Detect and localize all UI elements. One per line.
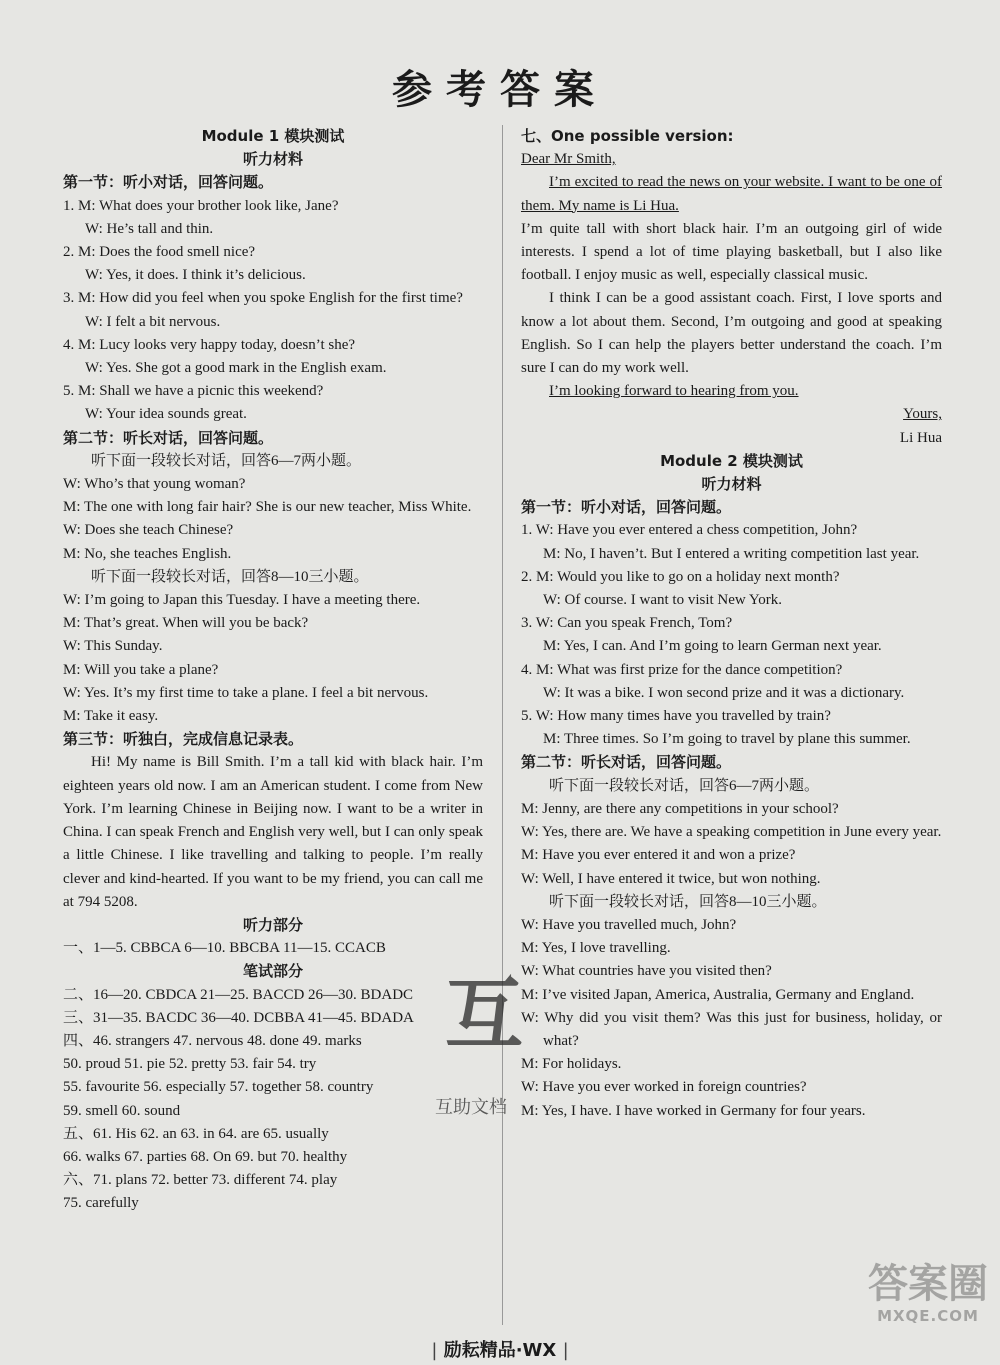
dialogue-reply: W: Of course. I want to visit New York. <box>543 592 782 609</box>
dialogue-reply: M: Yes, I can. And I’m going to learn German next year. <box>543 638 882 655</box>
dialogue-reply: W: It was a bike. I won second prize and it was a dictionary. <box>543 684 905 701</box>
dialogue-line: M: Jenny, are there any competitions in your school? <box>521 800 839 817</box>
signature-name: Li Hua <box>899 429 942 446</box>
section-heading: 第二节：听长对话，回答问题。 <box>63 428 274 447</box>
dialogue-line: W: What countries have you visited then? <box>521 963 772 980</box>
answer-line: 一、1—5. CBBCA 6—10. BBCBA 11—15. CCACB <box>63 940 386 957</box>
section-heading: 第二节：听长对话，回答问题。 <box>521 753 732 772</box>
dialogue-line: W: Why did you visit them? Was this just for business, holiday, or what? <box>521 1009 942 1049</box>
dialogue-line: W: Well, I have entered it twice, but won nothing. <box>521 870 821 887</box>
section-title: 笔试部分 <box>242 962 303 981</box>
dialogue-line: 2. M: Does the food smell nice? <box>63 244 256 261</box>
paragraph: 听下面一段较长对话，回答8—10三小题。 <box>91 568 369 585</box>
dialogue-line: M: Will you take a plane? <box>63 661 219 678</box>
dialogue-reply: W: He’s tall and thin. <box>85 220 214 237</box>
dialogue-line: W: Yes. It’s my first time to take a plane. I feel a bit nervous. <box>63 684 429 701</box>
watermark-url: MXQE.COM <box>877 1307 979 1325</box>
dialogue-line: W: Who’s that young woman? <box>63 476 246 493</box>
section-title: 听力部分 <box>242 915 303 934</box>
dialogue-line: 5. M: Shall we have a picnic this weekend? <box>63 383 324 400</box>
column-divider <box>502 125 503 1325</box>
paragraph: 听下面一段较长对话，回答6—7两小题。 <box>549 777 820 794</box>
answer-line: 五、61. His 62. an 63. in 64. are 65. usually <box>63 1125 329 1142</box>
page-title: 参考答案 <box>392 67 608 113</box>
dialogue-line: M: That’s great. When will you be back? <box>63 615 309 632</box>
answer-line: 二、16—20. CBDCA 21—25. BACCD 26—30. BDADC <box>63 986 414 1003</box>
dialogue-line: W: Does she teach Chinese? <box>63 522 234 539</box>
right-column <box>521 125 942 1123</box>
dialogue-line: 1. M: What does your brother look like, Jane? <box>63 197 339 214</box>
dialogue-line: M: For holidays. <box>521 1056 622 1073</box>
dialogue-line: W: Yes, there are. We have a speaking competition in June every year. <box>521 824 942 841</box>
dialogue-line: 4. M: What was first prize for the dance competition? <box>521 661 843 678</box>
answer-line: 59. smell 60. sound <box>63 1102 181 1119</box>
dialogue-reply: W: I felt a bit nervous. <box>85 313 221 330</box>
dialogue-line: M: I’ve visited Japan, America, Australia, Germany and England. <box>521 986 915 1003</box>
answer-line: 六、71. plans 72. better 73. different 74. play <box>63 1172 338 1189</box>
section-heading: 第一节：听小对话，回答问题。 <box>63 173 274 192</box>
closing-line: I’m looking forward to hearing from you. <box>549 383 799 400</box>
dialogue-line: 1. W: Have you ever entered a chess competition, John? <box>521 522 858 539</box>
footer-brand <box>0 1336 1000 1362</box>
paragraph: Hi! My name is Bill Smith. I’m a tall kid with black hair. I’m eighteen years old now. I am an American student. I come from New York. I’m learning Chinese in Beijing now. I want to be a writer in China. I can speak French and English very well, but I can only speak a little Chinese. I like travelling and talking to people. I’m really clever and kind-hearted. If you want to be my friend, you can call me at 794 5208. <box>63 754 483 910</box>
dialogue-reply: M: No, I haven’t. But I entered a writing competition last year. <box>543 545 920 562</box>
stamp-logo <box>435 970 524 1118</box>
dialogue-line: M: No, she teaches English. <box>63 545 232 562</box>
footer-right-bar: | <box>562 1340 569 1361</box>
section-heading: 第三节：听独白，完成信息记录表。 <box>63 730 304 749</box>
dialogue-reply: M: Three times. So I’m going to travel by plane this summer. <box>543 731 911 748</box>
salutation: Dear Mr Smith, <box>521 151 616 168</box>
dialogue-line: 2. M: Would you like to go on a holiday next month? <box>521 568 840 585</box>
section-heading: 七、One possible version: <box>521 127 734 145</box>
dialogue-line: M: Yes, I have. I have worked in Germany for four years. <box>521 1102 866 1119</box>
answer-line: 50. proud 51. pie 52. pretty 53. fair 54. try <box>63 1056 317 1073</box>
dialogue-line: M: The one with long fair hair? She is our new teacher, Miss White. <box>63 499 472 516</box>
section-heading: 第一节：听小对话，回答问题。 <box>521 498 732 517</box>
left-column <box>63 125 483 1216</box>
dialogue-line: 3. M: How did you feel when you spoke English for the first time? <box>63 290 463 307</box>
answer-line: 三、31—35. BACDC 36—40. DCBBA 41—45. BDADA <box>63 1009 414 1026</box>
dialogue-reply: W: Yes. She got a good mark in the English exam. <box>85 360 387 377</box>
paragraph: 听下面一段较长对话，回答6—7两小题。 <box>91 452 362 469</box>
dialogue-line: W: This Sunday. <box>63 638 163 655</box>
section-title: Module 1 模块测试 <box>201 127 345 145</box>
dialogue-line: W: Have you travelled much, John? <box>521 916 737 933</box>
answer-line: 四、46. strangers 47. nervous 48. done 49. marks <box>63 1032 362 1049</box>
paragraph: I’m quite tall with short black hair. I’m an outgoing girl of wide interests. I spend a lot of time playing basketball, but I also like football. I enjoy music as well, especially classical music. <box>521 220 942 284</box>
stamp-glyph: 互 <box>445 970 524 1060</box>
footer-brand-name: 励耘精品·WX <box>443 1340 557 1361</box>
section-title: 听力材料 <box>701 475 762 494</box>
section-title: 听力材料 <box>242 150 303 169</box>
dialogue-reply: W: Your idea sounds great. <box>85 406 247 423</box>
answer-line: 75. carefully <box>63 1195 139 1212</box>
dialogue-line: M: Yes, I love travelling. <box>521 940 671 957</box>
dialogue-reply: W: Yes, it does. I think it’s delicious. <box>85 267 306 284</box>
paragraph-underlined: I’m excited to read the news on your website. I want to be one of them. My name is Li Hua. <box>521 174 942 214</box>
footer-left-bar: | <box>431 1340 438 1361</box>
watermark-logo <box>868 1262 988 1325</box>
dialogue-line: M: Take it easy. <box>63 708 159 725</box>
section-title: Module 2 模块测试 <box>660 451 803 470</box>
stamp-text: 互助文档 <box>435 1097 507 1118</box>
dialogue-line: M: Have you ever entered it and won a prize? <box>521 847 796 864</box>
sign-off: Yours, <box>903 406 942 423</box>
answer-line: 66. walks 67. parties 68. On 69. but 70. healthy <box>63 1148 348 1165</box>
dialogue-line: W: I’m going to Japan this Tuesday. I have a meeting there. <box>63 592 421 609</box>
dialogue-line: 5. W: How many times have you travelled by train? <box>521 708 831 725</box>
answer-line: 55. favourite 56. especially 57. together 58. country <box>63 1079 374 1096</box>
dialogue-line: 3. W: Can you speak French, Tom? <box>521 615 733 632</box>
dialogue-line: 4. M: Lucy looks very happy today, doesn’t she? <box>63 336 356 353</box>
dialogue-line: W: Have you ever worked in foreign countries? <box>521 1079 807 1096</box>
paragraph: I think I can be a good assistant coach. First, I love sports and know a lot about them. Second, I’m outgoing and good at speaking English. So I can help the players better understand the coach. I’m sure I can do my work well. <box>521 290 942 377</box>
paragraph: 听下面一段较长对话，回答8—10三小题。 <box>549 893 827 910</box>
watermark-title: 答案圈 <box>868 1261 988 1307</box>
